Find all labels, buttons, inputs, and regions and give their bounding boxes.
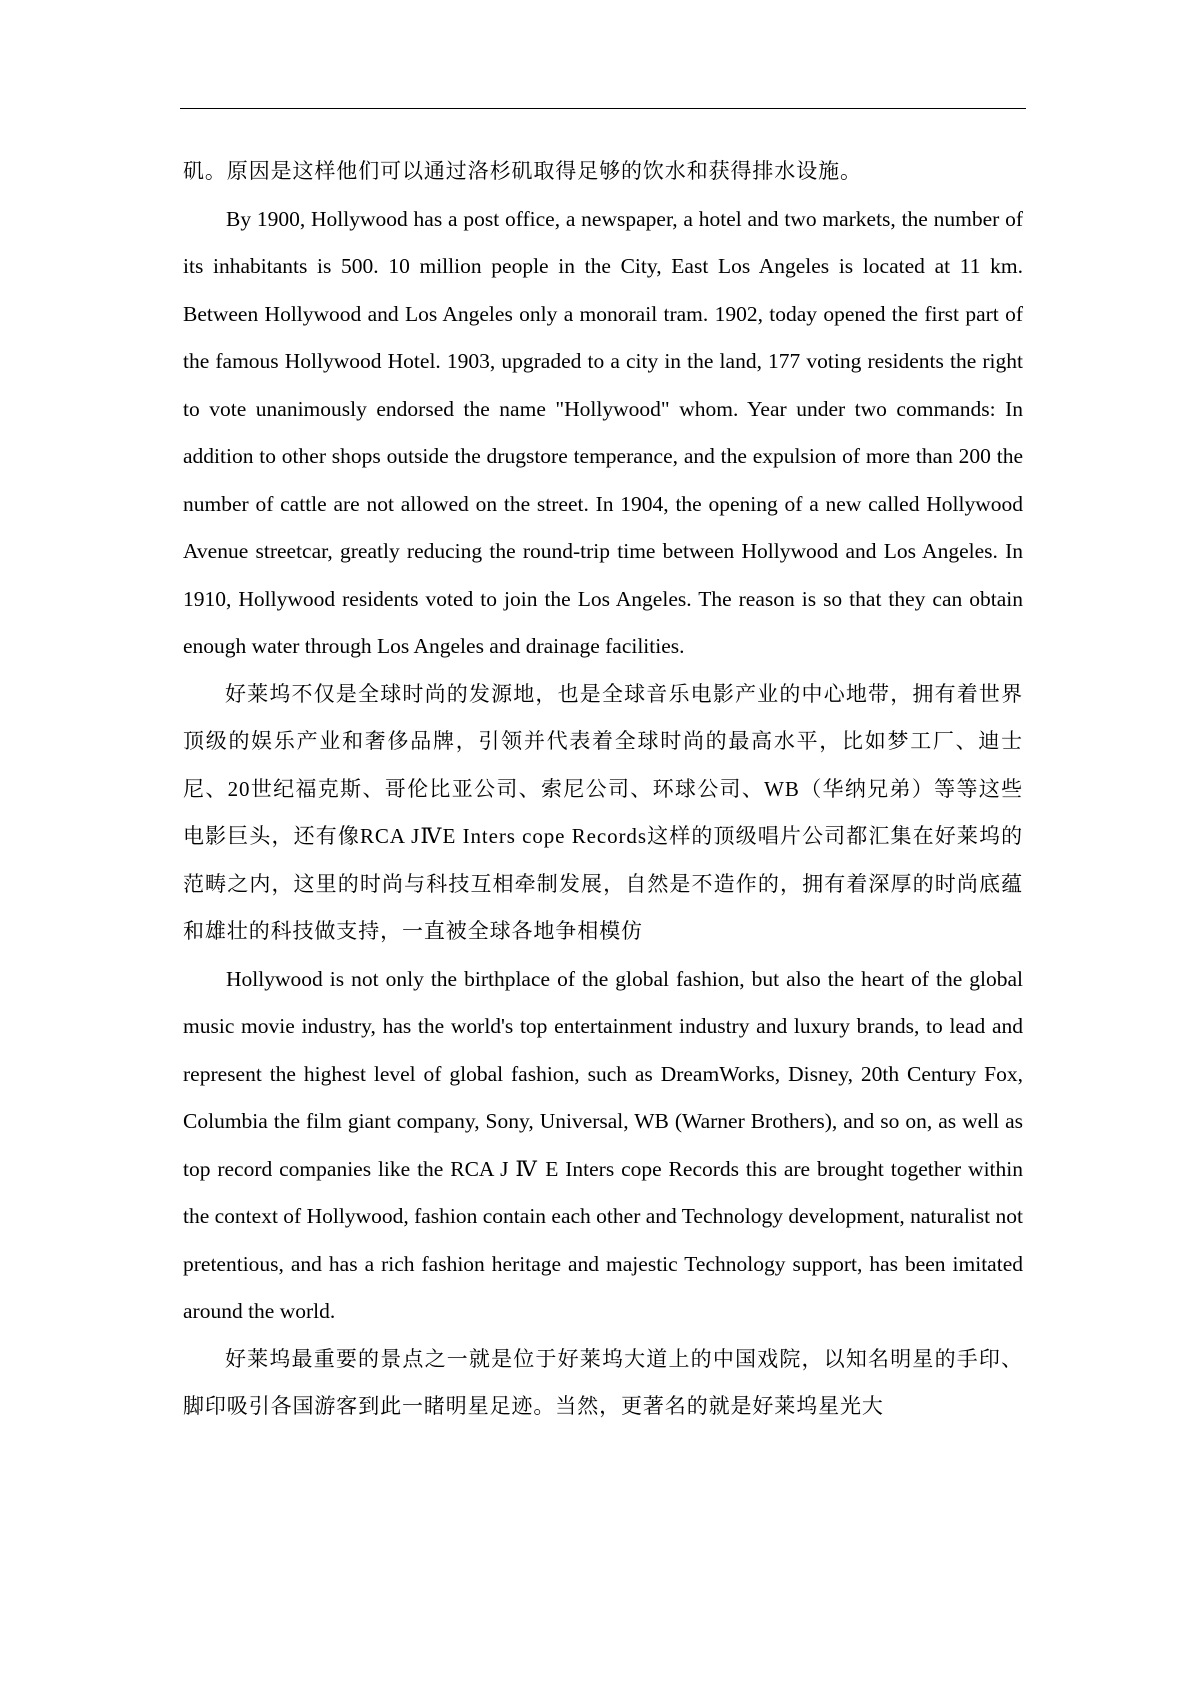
paragraph-en-hollywood-history: By 1900, Hollywood has a post office, a newspaper, a hotel and two markets, the number of its inhabitants is 500. 10 million people in the City, East Los Angeles is located at 11 km. Between Hollywood and Los Angeles only a monorail tram. 1902, today opened the first part of the famous Hollywood Hotel. 1903, upgraded to a city in the land, 177 voting residents the right to vote unanimously endorsed the name "Hollywood" whom. Year under two commands: In addition to other shops outside the drugstore temperance, and the expulsion of more than 200 the number of cattle are not allowed on the street. In 1904, the opening of a new called Hollywood Avenue streetcar, greatly reducing the round-trip time between Hollywood and Los Angeles. In 1910, Hollywood residents voted to join the Los Angeles. The reason is so that they can obtain enough water through Los Angeles and drainage facilities. [183,206,1023,658]
paragraph-zh-continuation: 矶。原因是这样他们可以通过洛杉矶取得足够的饮水和获得排水设施。 [183,159,862,183]
paragraph-zh-chinese-theatre: 好莱坞最重要的景点之一就是位于好莱坞大道上的中国戏院，以知名明星的手印、脚印吸引各国游客到此一睹明星足迹。当然，更著名的就是好莱坞星光大 [183,1346,1023,1418]
paragraph-zh-hollywood-fashion: 好莱坞不仅是全球时尚的发源地，也是全球音乐电影产业的中心地带，拥有着世界顶级的娱乐产业和奢侈品牌，引领并代表着全球时尚的最高水平，比如梦工厂、迪士尼、20世纪福克斯、哥伦比亚公司、索尼公司、环球公司、WB（华纳兄弟）等等这些电影巨头，还有像RCA JⅣE Inters cope Records这样的顶级唱片公司都汇集在好莱坞的范畴之内，这里的时尚与科技互相牵制发展，自然是不造作的，拥有着深厚的时尚底蕴和雄壮的科技做支持，一直被全球各地争相模仿 [183,681,1023,943]
header-rule [180,108,1026,109]
body-text [183,148,1023,1431]
paragraph-en-hollywood-fashion: Hollywood is not only the birthplace of the global fashion, but also the heart of the global music movie industry, has the world's top entertainment industry and luxury brands, to lead and represent the highest level of global fashion, such as DreamWorks, Disney, 20th Century Fox, Columbia the film giant company, Sony, Universal, WB (Warner Brothers), and so on, as well as top record companies like the RCA J Ⅳ E Inters cope Records this are brought together within the context of Hollywood, fashion contain each other and Technology development, naturalist not pretentious, and has a rich fashion heritage and majestic Technology support, has been imitated around the world. [183,966,1023,1323]
